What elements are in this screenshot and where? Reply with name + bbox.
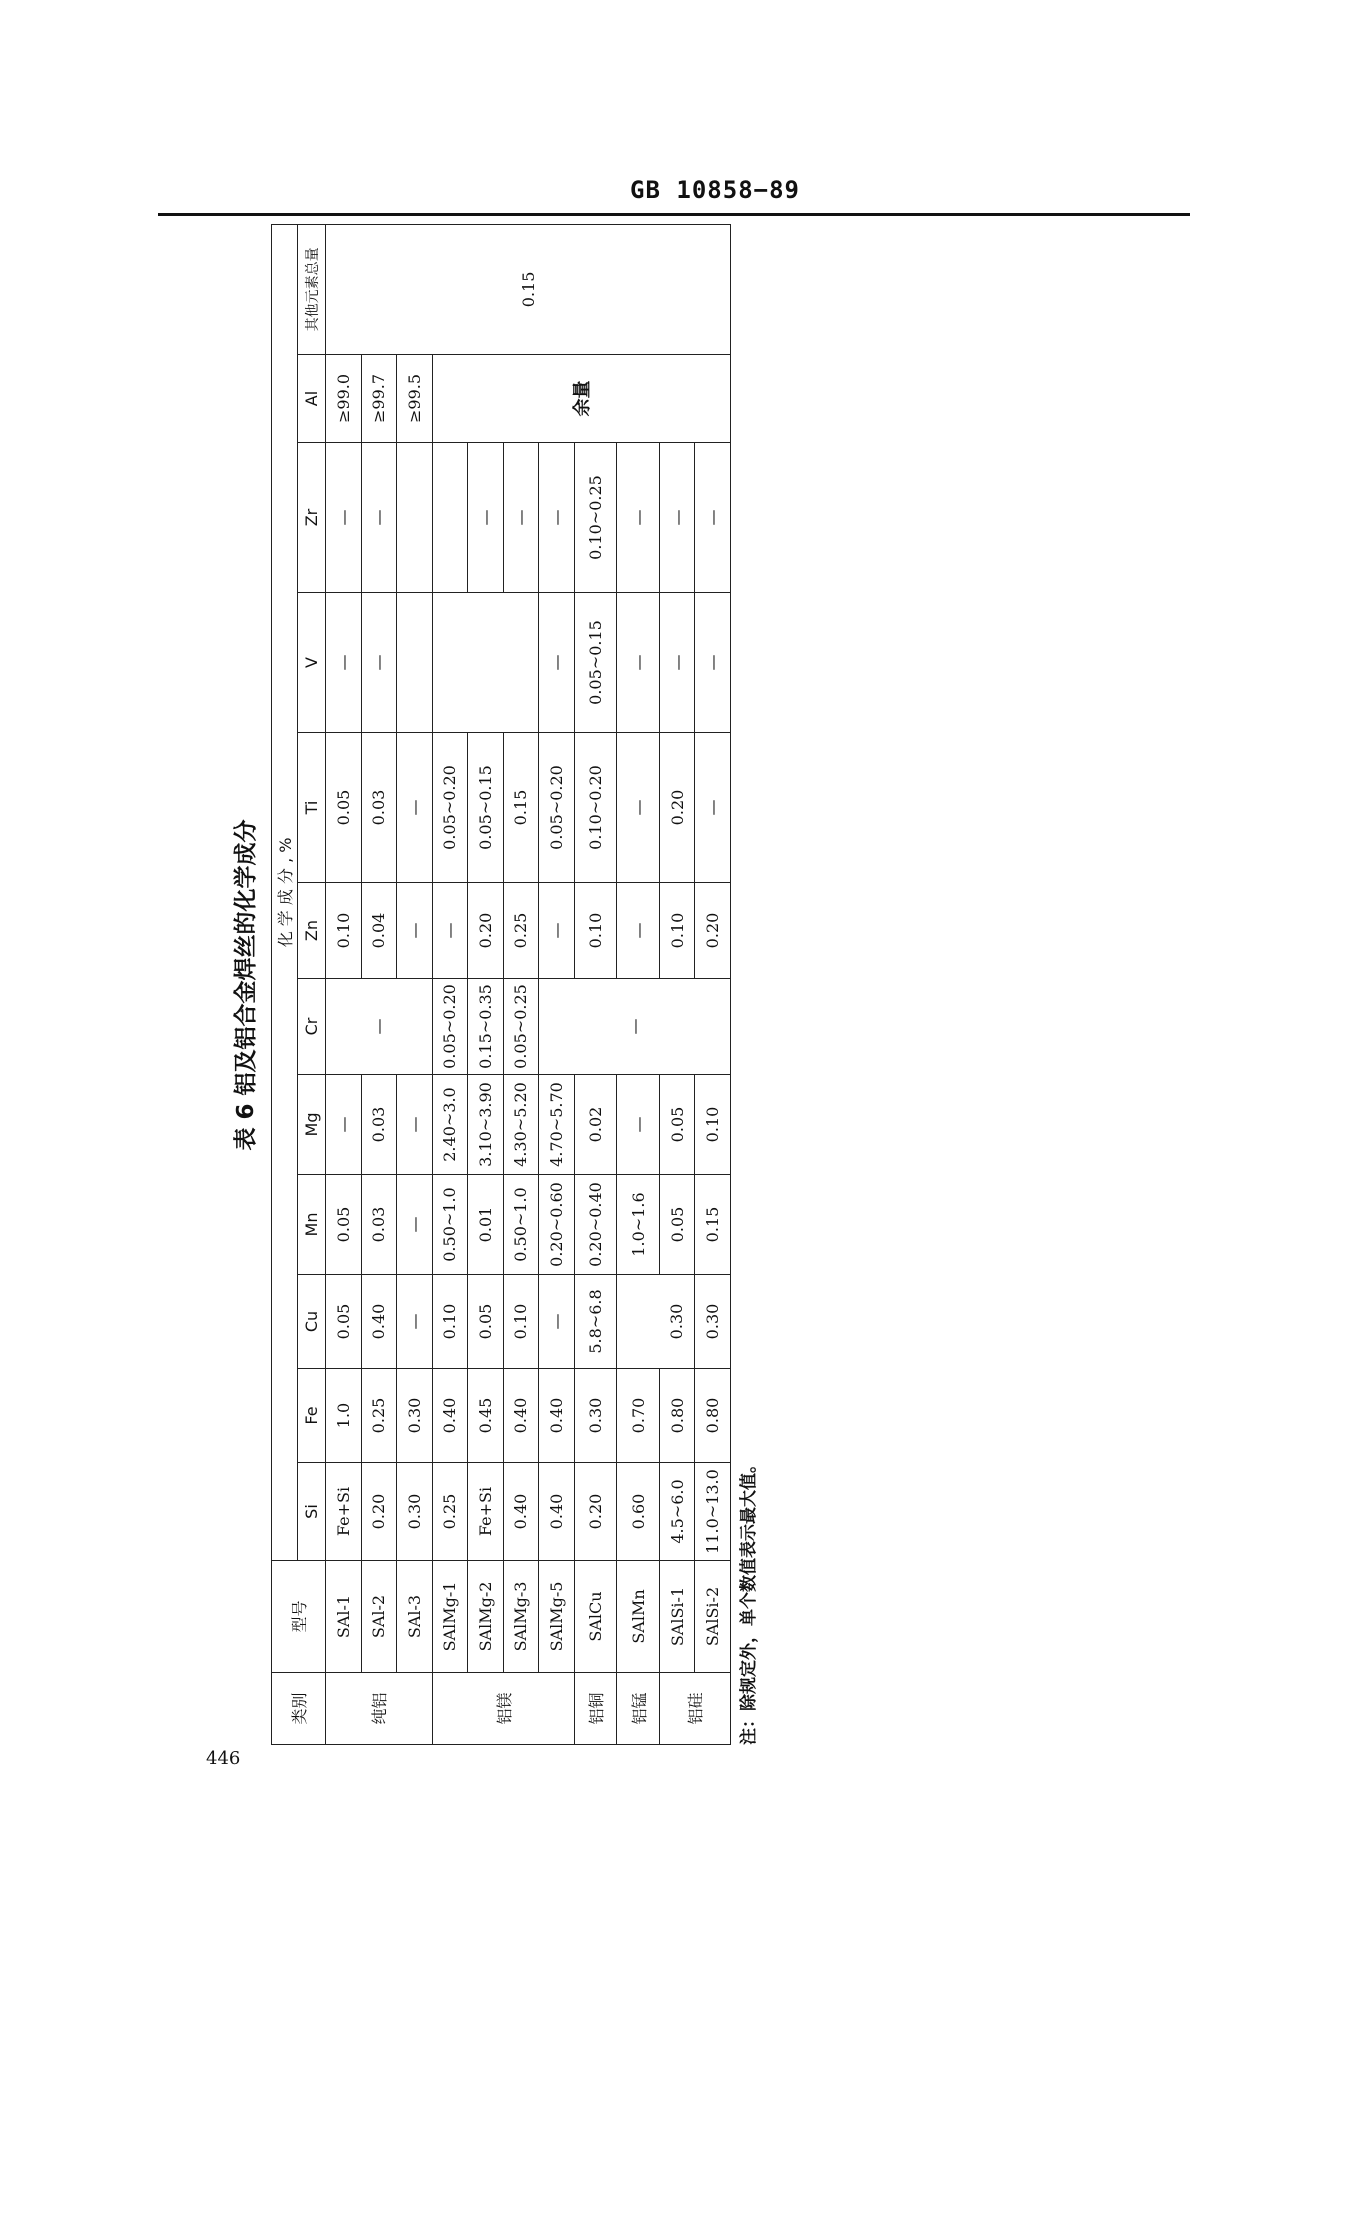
v-cell: — [326,593,362,733]
zr-cell: — [539,443,575,593]
mn-cell: 0.20~0.40 [574,1175,617,1275]
header-al: Al [298,355,326,443]
cu-cell: 0.40 [361,1275,397,1369]
ti-cell: 0.05~0.20 [432,733,468,883]
si-cell: 0.30 [397,1463,433,1561]
table-row [539,224,575,1744]
zn-cell: 0.25 [503,883,539,979]
mg-cell: 0.02 [574,1075,617,1175]
mg-cell: 0.05 [659,1075,695,1175]
cu-cell: 0.05 [326,1275,362,1369]
mg-cell: 0.03 [361,1075,397,1175]
category-al-mg: 铝镁 [432,1673,574,1745]
table-row [432,224,468,1744]
zr-cell: — [361,443,397,593]
header-rule [158,213,1190,216]
zr-cell: — [503,443,539,593]
table-footnote: 注：除规定外，单个数值表示最大值。 [739,1456,759,1745]
table-row [468,224,504,1744]
v-cell: — [617,593,660,733]
zr-cell: — [695,443,731,593]
cr-cell: 0.15~0.35 [468,979,504,1075]
si-cell: 0.20 [361,1463,397,1561]
v-cell [503,593,539,733]
zn-cell: 0.04 [361,883,397,979]
header-zr: Zr [298,443,326,593]
zr-cell: — [468,443,504,593]
model-cell: SAlMn [617,1561,660,1673]
fe-cell: 0.70 [617,1369,660,1463]
zn-cell: 0.10 [326,883,362,979]
zr-cell [397,443,433,593]
al-balance-cell: 余量 [432,355,730,443]
zn-cell: — [617,883,660,979]
zn-cell: 0.10 [574,883,617,979]
fe-cell: 0.80 [659,1369,695,1463]
category-al-mn: 铝锰 [617,1673,660,1745]
zn-cell: — [539,883,575,979]
ti-cell: 0.20 [659,733,695,883]
zr-cell: — [326,443,362,593]
ti-cell: — [617,733,660,883]
ti-cell: — [397,733,433,883]
model-cell: SAl-1 [326,1561,362,1673]
ti-cell: 0.05~0.15 [468,733,504,883]
fe-cell: 0.80 [695,1369,731,1463]
mg-cell: 3.10~3.90 [468,1075,504,1175]
mn-cell: 1.0~1.6 [617,1175,660,1275]
cr-cell: 0.05~0.20 [432,979,468,1075]
zn-cell: — [432,883,468,979]
category-pure-al: 纯铝 [326,1673,433,1745]
rotated-table-block [219,225,759,1745]
mg-cell: 0.10 [695,1075,731,1175]
mn-cell: 0.50~1.0 [503,1175,539,1275]
si-cell: 0.40 [503,1463,539,1561]
mg-cell: 2.40~3.0 [432,1075,468,1175]
mn-cell: 0.20~0.60 [539,1175,575,1275]
header-row-1 [272,224,298,1744]
fe-cell: 0.40 [503,1369,539,1463]
header-cu: Cu [298,1275,326,1369]
header-v: V [298,593,326,733]
v-cell [397,593,433,733]
mn-cell: 0.50~1.0 [432,1175,468,1275]
model-cell: SAlMg-2 [468,1561,504,1673]
mg-cell: — [397,1075,433,1175]
standard-number: GB 10858−89 [630,176,800,204]
cu-cell: 0.10 [432,1275,468,1369]
al-cell: ≥99.7 [361,355,397,443]
composition-table [271,224,731,1745]
category-al-cu: 铝铜 [574,1673,617,1745]
model-cell: SAlMg-1 [432,1561,468,1673]
zr-cell [432,443,468,593]
model-cell: SAlCu [574,1561,617,1673]
cu-cell: 0.30 [659,1275,695,1369]
cu-cell: 0.10 [503,1275,539,1369]
cu-cell: 0.30 [695,1275,731,1369]
ti-cell: 0.05~0.20 [539,733,575,883]
table-row [503,224,539,1744]
zn-cell: — [397,883,433,979]
si-cell: 4.5~6.0 [659,1463,695,1561]
mn-cell: 0.05 [326,1175,362,1275]
cu-cell: — [539,1275,575,1369]
v-cell: — [659,593,695,733]
v-cell: — [361,593,397,733]
header-zn: Zn [298,883,326,979]
header-si: Si [298,1463,326,1561]
si-cell: Fe+Si [326,1463,362,1561]
model-cell: SAl-3 [397,1561,433,1673]
cr-cell: 0.05~0.25 [503,979,539,1075]
model-cell: SAlSi-1 [659,1561,695,1673]
table-row [326,224,362,1744]
model-cell: SAlMg-3 [503,1561,539,1673]
header-ti: Ti [298,733,326,883]
cu-cell: 0.05 [468,1275,504,1369]
al-cell: ≥99.5 [397,355,433,443]
mn-cell: 0.03 [361,1175,397,1275]
mn-cell: 0.15 [695,1175,731,1275]
v-cell: — [539,593,575,733]
header-fe: Fe [298,1369,326,1463]
fe-cell: 0.40 [539,1369,575,1463]
mg-cell: 4.70~5.70 [539,1075,575,1175]
fe-cell: 0.40 [432,1369,468,1463]
mn-cell: — [397,1175,433,1275]
cr-cell: — [326,979,433,1075]
al-cell: ≥99.0 [326,355,362,443]
cu-cell [617,1275,660,1369]
model-cell: SAlSi-2 [695,1561,731,1673]
si-cell: Fe+Si [468,1463,504,1561]
si-cell: 0.20 [574,1463,617,1561]
si-cell: 0.25 [432,1463,468,1561]
ti-cell: 0.10~0.20 [574,733,617,883]
header-mg: Mg [298,1075,326,1175]
zn-cell: 0.20 [695,883,731,979]
v-cell [468,593,504,733]
zn-cell: 0.10 [659,883,695,979]
ti-cell: 0.03 [361,733,397,883]
cr-cell: — [539,979,731,1075]
ti-cell: — [695,733,731,883]
zr-cell: — [659,443,695,593]
mg-cell: 4.30~5.20 [503,1075,539,1175]
model-cell: SAlMg-5 [539,1561,575,1673]
ti-cell: 0.15 [503,733,539,883]
header-row-2 [298,224,326,1744]
si-cell: 11.0~13.0 [695,1463,731,1561]
zn-cell: 0.20 [468,883,504,979]
mg-cell: — [326,1075,362,1175]
si-cell: 0.40 [539,1463,575,1561]
category-al-si: 铝硅 [659,1673,730,1745]
mn-cell: 0.01 [468,1175,504,1275]
fe-cell: 0.30 [397,1369,433,1463]
page-number: 446 [206,1748,241,1769]
v-cell: 0.05~0.15 [574,593,617,733]
fe-cell: 0.45 [468,1369,504,1463]
ti-cell: 0.05 [326,733,362,883]
header-others: 其他元素总量 [298,224,326,354]
mg-cell: — [617,1075,660,1175]
fe-cell: 0.25 [361,1369,397,1463]
header-composition: 化 学 成 分 , % [272,224,298,1560]
fe-cell: 0.30 [574,1369,617,1463]
header-category: 类别 [272,1673,326,1745]
v-cell: — [695,593,731,733]
cu-cell: 5.8~6.8 [574,1275,617,1369]
header-model: 型号 [272,1561,326,1673]
table-title: 表 6 铝及铝合金焊丝的化学成分 [233,819,259,1151]
model-cell: SAl-2 [361,1561,397,1673]
header-mn: Mn [298,1175,326,1275]
zr-cell: — [617,443,660,593]
zr-cell: 0.10~0.25 [574,443,617,593]
mn-cell: 0.05 [659,1175,695,1275]
v-cell [432,593,468,733]
others-total-cell: 0.15 [326,224,731,354]
fe-cell: 1.0 [326,1369,362,1463]
cu-cell: — [397,1275,433,1369]
header-cr: Cr [298,979,326,1075]
si-cell: 0.60 [617,1463,660,1561]
